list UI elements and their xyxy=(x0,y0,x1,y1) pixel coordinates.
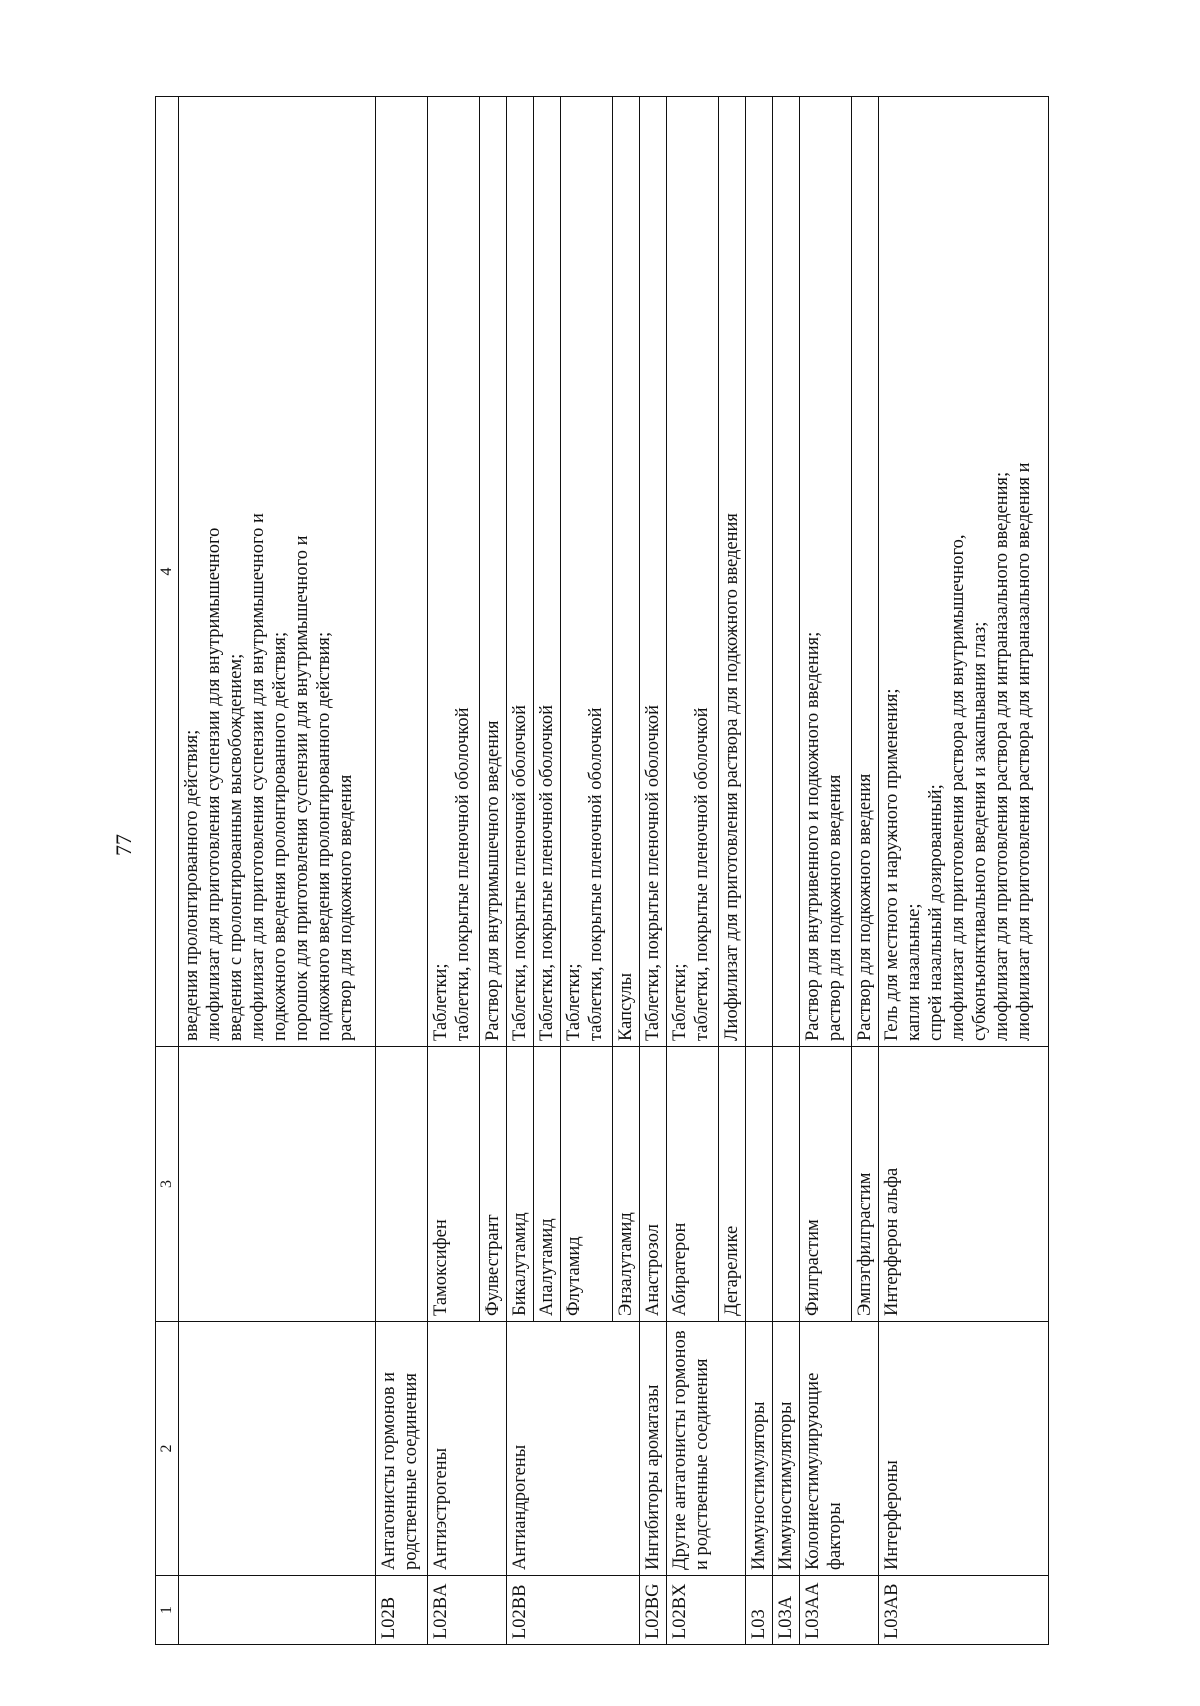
atc-code-cell xyxy=(179,1576,376,1645)
drug-cell xyxy=(376,1047,428,1322)
drug-cell: Тамоксифен xyxy=(428,1047,480,1322)
form-line: Таблетки; xyxy=(431,963,451,1041)
table-row xyxy=(800,97,852,1645)
group-cell: Другие антагонисты гормонов и родственные соединения xyxy=(667,1322,746,1576)
form-line: таблетки, покрытые пленочной оболочкой xyxy=(586,707,606,1041)
drug-cell: Флутамид xyxy=(561,1047,613,1322)
column-header: 3 xyxy=(156,1047,179,1322)
group-cell: Иммуностимуляторы xyxy=(773,1322,800,1576)
forms-cell: Раствор для внутримышечного введения xyxy=(480,97,507,1047)
form-line: таблетки, покрытые пленочной оболочкой xyxy=(453,707,473,1041)
forms-cell: Таблетки, покрытые пленочной оболочкой xyxy=(640,97,667,1047)
group-cell: Интерфероны xyxy=(879,1322,1049,1576)
form-line: капли назальные; xyxy=(904,903,924,1041)
atc-code-cell: L02BB xyxy=(507,1576,640,1645)
table-row xyxy=(428,97,480,1645)
form-line: лиофилизат для приготовления раствора для интраназального введения; xyxy=(992,471,1012,1041)
atc-code-cell: L03A xyxy=(773,1576,800,1645)
column-header: 4 xyxy=(156,97,179,1047)
drug-cell xyxy=(773,1047,800,1322)
drug-cell: Дегарелике xyxy=(719,1047,746,1322)
table-row xyxy=(773,97,800,1645)
forms-cell: Таблетки, покрытые пленочной оболочкой xyxy=(507,97,534,1047)
forms-cell xyxy=(428,97,480,1047)
drug-cell: Энзалутамид xyxy=(613,1047,640,1322)
forms-cell xyxy=(773,97,800,1047)
medication-table xyxy=(155,96,1049,1645)
group-cell: Ингибиторы ароматазы xyxy=(640,1322,667,1576)
table-row xyxy=(746,97,773,1645)
form-line: введения пролонгированного действия; xyxy=(182,729,202,1041)
drug-cell: Эмпэгфилграстим xyxy=(852,1047,879,1322)
drug-cell xyxy=(746,1047,773,1322)
atc-code-cell: L03AB xyxy=(879,1576,1049,1645)
form-line: лиофилизат для приготовления раствора для внутримышечного, xyxy=(948,534,968,1041)
atc-code-cell: L03AA xyxy=(800,1576,879,1645)
drug-cell: Анастрозол xyxy=(640,1047,667,1322)
table-row xyxy=(507,97,534,1645)
forms-cell xyxy=(376,97,428,1047)
drug-cell: Интерферон альфа xyxy=(879,1047,1049,1322)
form-line: лиофилизат для приготовления раствора для интраназального введения и xyxy=(1014,462,1034,1041)
form-line: порошок для приготовления суспензии для внутримышечного и xyxy=(292,535,312,1041)
atc-code-cell: L03 xyxy=(746,1576,773,1645)
group-cell: Антиэстрогены xyxy=(428,1322,507,1576)
table-row xyxy=(179,97,376,1645)
forms-cell xyxy=(667,97,719,1047)
forms-cell xyxy=(746,97,773,1047)
atc-code-cell: L02BX xyxy=(667,1576,746,1645)
form-line: раствор для подкожного введения xyxy=(336,774,356,1041)
header-row xyxy=(156,97,179,1645)
drug-cell: Бикалутамид xyxy=(507,1047,534,1322)
atc-code-cell: L02BA xyxy=(428,1576,507,1645)
drug-cell: Филграстим xyxy=(800,1047,852,1322)
form-line: Таблетки; xyxy=(564,963,584,1041)
form-line: лиофилизат для приготовления суспензии для внутримышечного и xyxy=(248,513,268,1041)
form-line: спрей назальный дозированный; xyxy=(926,784,946,1041)
forms-cell: Лиофилизат для приготовления раствора для подкожного введения xyxy=(719,97,746,1047)
drug-cell: Абиратерон xyxy=(667,1047,719,1322)
atc-code-cell: L02B xyxy=(376,1576,428,1645)
form-line: Гель для местного и наружного применения; xyxy=(882,688,902,1041)
form-line: подкожного введения пролонгированного действия; xyxy=(270,631,290,1041)
table-row xyxy=(640,97,667,1645)
form-line: введения с пролонгированным высвобождением; xyxy=(226,653,246,1041)
forms-cell xyxy=(179,97,376,1047)
column-header: 2 xyxy=(156,1322,179,1576)
form-line: субконъюнктивального введения и закапывания глаз; xyxy=(970,621,990,1041)
table-row xyxy=(879,97,1049,1645)
group-cell: Антагонисты гормонов и родственные соединения xyxy=(376,1322,428,1576)
group-cell xyxy=(179,1322,376,1576)
forms-cell xyxy=(561,97,613,1047)
column-header: 1 xyxy=(156,1576,179,1645)
forms-cell: Таблетки, покрытые пленочной оболочкой xyxy=(534,97,561,1047)
table-row xyxy=(667,97,719,1645)
forms-cell xyxy=(800,97,852,1047)
page-number: 77 xyxy=(111,834,136,856)
form-line: таблетки, покрытые пленочной оболочкой xyxy=(692,707,712,1041)
form-line: раствор для подкожного введения xyxy=(825,774,845,1041)
drug-cell xyxy=(179,1047,376,1322)
forms-cell: Раствор для подкожного введения xyxy=(852,97,879,1047)
table-row xyxy=(376,97,428,1645)
forms-cell: Капсулы xyxy=(613,97,640,1047)
form-line: подкожного введения пролонгированного действия; xyxy=(314,631,334,1041)
atc-code-cell: L02BG xyxy=(640,1576,667,1645)
form-line: Таблетки; xyxy=(670,963,690,1041)
form-line: лиофилизат для приготовления суспензии для внутримышечного xyxy=(204,527,224,1041)
group-cell: Иммуностимуляторы xyxy=(746,1322,773,1576)
group-cell: Антиандрогены xyxy=(507,1322,640,1576)
drug-cell: Фулвестрант xyxy=(480,1047,507,1322)
drug-cell: Апалутамид xyxy=(534,1047,561,1322)
group-cell: Колониестимулирующие факторы xyxy=(800,1322,879,1576)
form-line: Раствор для внутривенного и подкожного введения; xyxy=(803,631,823,1041)
document-table-rotated xyxy=(155,97,1100,1645)
forms-cell xyxy=(879,97,1049,1047)
